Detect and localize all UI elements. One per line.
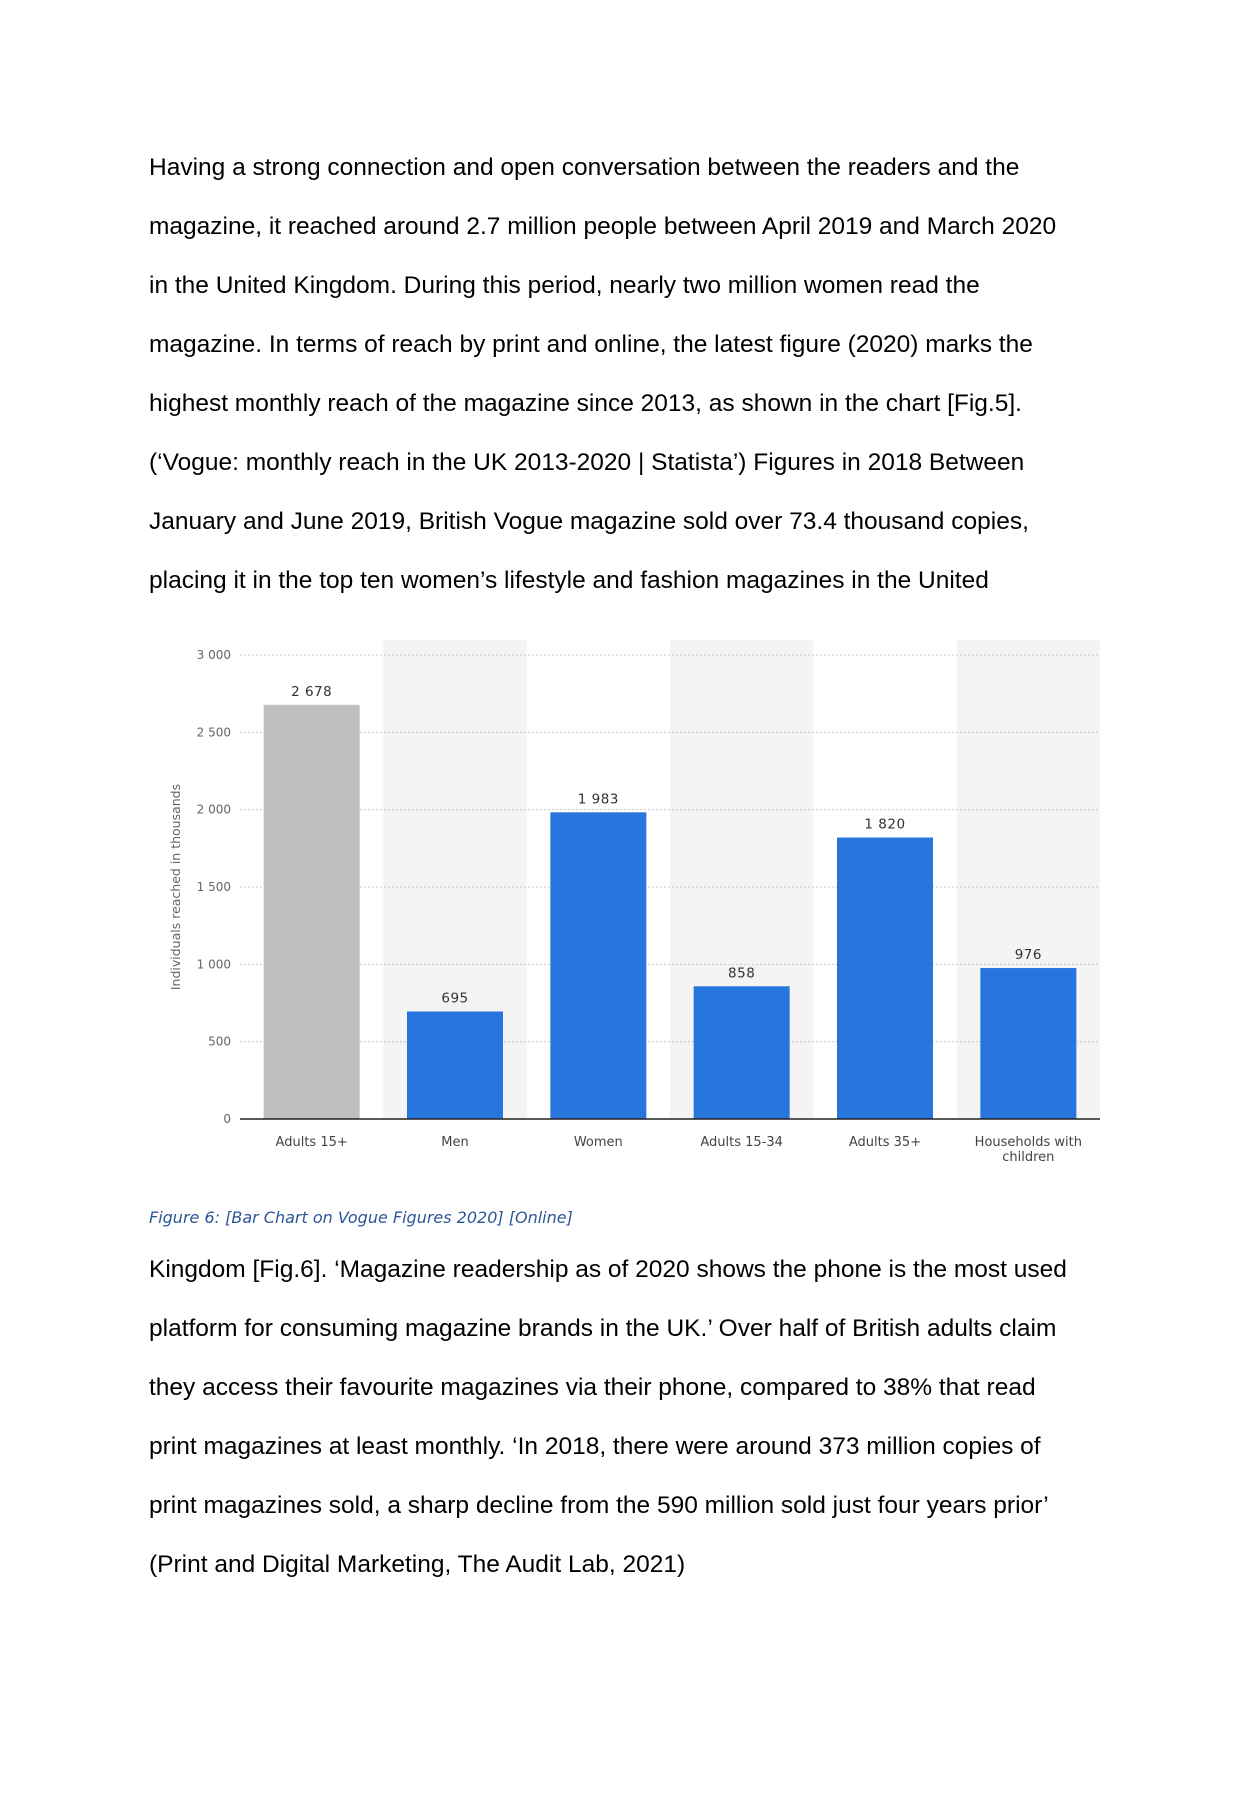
text-line: magazine. In terms of reach by print and online, the latest figure (2020) marks the [149,331,1033,358]
data-label: 1 820 [864,816,906,833]
x-tick-label: Adults 15-34 [700,1135,783,1150]
data-label: 858 [728,965,756,982]
x-tick-label: Adults 35+ [848,1135,922,1150]
text-line: Having a strong connection and open conversation between the readers and the [149,154,1020,181]
y-tick-label: 1 000 [196,957,231,972]
x-tick-label: Women [573,1135,623,1150]
text-line: (‘Vogue: monthly reach in the UK 2013-2020 | Statista’) Figures in 2018 Between [149,449,1025,476]
bar [407,1012,503,1119]
bar [837,838,933,1119]
y-tick-label: 500 [208,1034,231,1049]
y-tick-label: 1 500 [196,880,231,894]
y-tick-label: 2 500 [196,725,231,740]
data-label: 1 983 [577,791,619,808]
text-line: print magazines at least monthly. ‘In 2018, there were around 373 million copies of [149,1433,1041,1460]
y-tick-label: 3 000 [196,648,231,662]
text-line: they access their favourite magazines via their phone, compared to 38% that read [149,1374,1036,1401]
text-line: (Print and Digital Marketing, The Audit Lab, 2021) [149,1551,686,1578]
bar [550,812,646,1119]
x-tick-label: Adults 15+ [275,1135,348,1150]
data-label: 695 [441,990,469,1007]
x-tick-label: Households with [974,1135,1082,1150]
text-line: Kingdom [Fig.6]. ‘Magazine readership as of 2020 shows the phone is the most used [149,1256,1067,1283]
data-label: 2 678 [291,683,333,700]
bar-chart [140,625,1120,1180]
figure-caption: Figure 6: [Bar Chart on Vogue Figures 2020] [Online] [149,1208,573,1227]
text-line: highest monthly reach of the magazine since 2013, as shown in the chart [Fig.5]. [149,390,1022,417]
text-line: print magazines sold, a sharp decline from the 590 million sold just four years prior’ [149,1492,1049,1519]
bar [980,968,1076,1119]
x-tick-label: children [1002,1150,1055,1165]
bar [264,705,360,1119]
y-tick-label: 0 [223,1112,231,1126]
text-line: placing it in the top ten women’s lifestyle and fashion magazines in the United [149,567,989,594]
paragraph-2 [149,1240,1067,1594]
y-tick-label: 2 000 [196,802,231,817]
x-tick-label: Men [441,1135,469,1150]
data-label: 976 [1014,947,1042,964]
bar [694,986,790,1119]
text-line: platform for consuming magazine brands in the UK.’ Over half of British adults claim [149,1315,1057,1342]
text-line: January and June 2019, British Vogue magazine sold over 73.4 thousand copies, [149,508,1029,535]
paragraph-1 [149,138,1056,610]
text-line: in the United Kingdom. During this period, nearly two million women read the [149,272,980,299]
text-line: magazine, it reached around 2.7 million people between April 2019 and March 2020 [149,213,1057,240]
y-axis-label: Individuals reached in thousands [168,783,183,991]
